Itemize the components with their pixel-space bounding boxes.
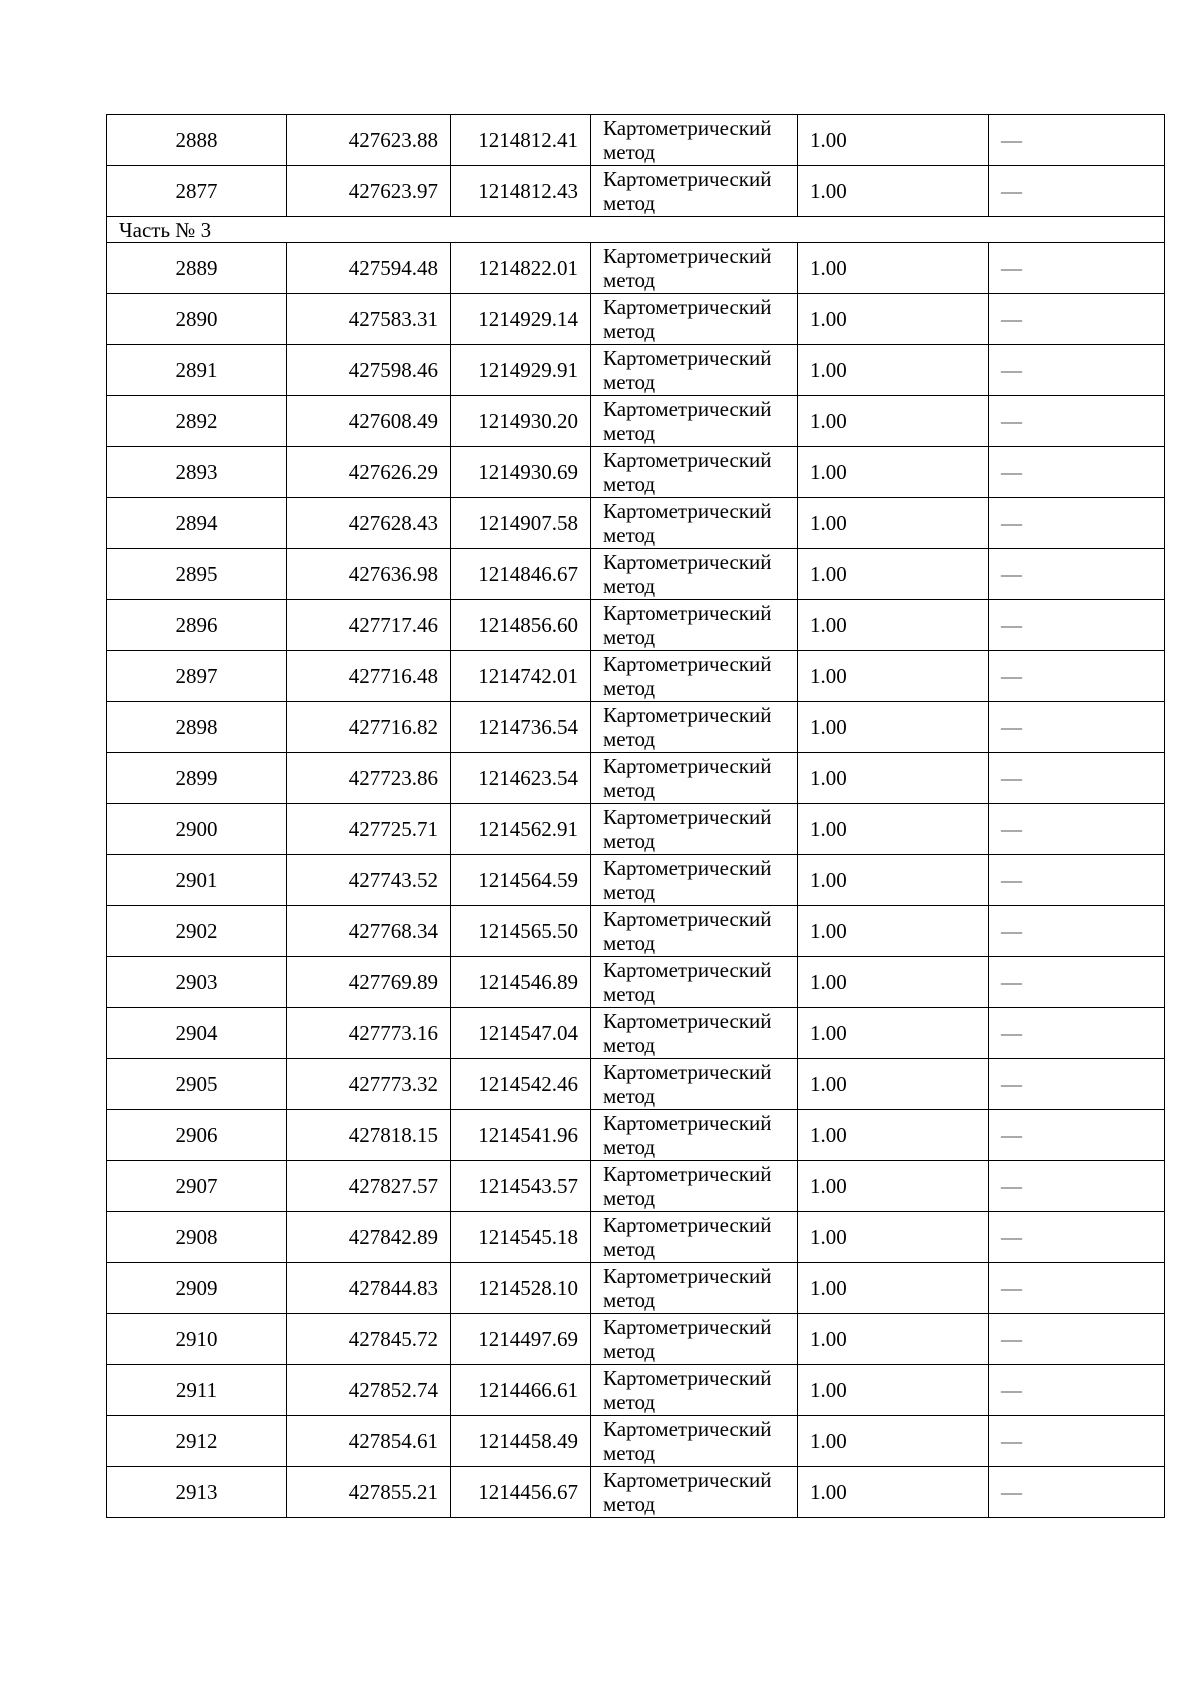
x-coordinate-cell: 427636.98 bbox=[287, 549, 451, 600]
y-coordinate-cell: 1214545.18 bbox=[451, 1212, 591, 1263]
description-cell bbox=[989, 166, 1165, 217]
x-coordinate-cell: 427768.34 bbox=[287, 906, 451, 957]
description-cell bbox=[989, 549, 1165, 600]
dash-mark: — bbox=[1001, 511, 1022, 535]
dash-mark: — bbox=[1001, 409, 1022, 433]
table-row bbox=[107, 1365, 1165, 1416]
method-cell bbox=[591, 345, 798, 396]
method-line-2: метод bbox=[603, 268, 656, 292]
description-cell bbox=[989, 1365, 1165, 1416]
x-coordinate-cell: 427628.43 bbox=[287, 498, 451, 549]
dash-mark: — bbox=[1001, 1072, 1022, 1096]
method-line-1: Картометрический bbox=[603, 244, 772, 268]
method-line-1: Картометрический bbox=[603, 1417, 772, 1441]
method-line-2: метод bbox=[603, 676, 656, 700]
x-coordinate-cell: 427626.29 bbox=[287, 447, 451, 498]
y-coordinate-cell: 1214742.01 bbox=[451, 651, 591, 702]
table-row bbox=[107, 115, 1165, 166]
y-coordinate-cell: 1214856.60 bbox=[451, 600, 591, 651]
method-line-1: Картометрический bbox=[603, 754, 772, 778]
method-line-2: метод bbox=[603, 523, 656, 547]
accuracy-cell: 1.00 bbox=[798, 1263, 989, 1314]
table-row bbox=[107, 600, 1165, 651]
accuracy-cell: 1.00 bbox=[798, 498, 989, 549]
accuracy-cell: 1.00 bbox=[798, 600, 989, 651]
accuracy-cell: 1.00 bbox=[798, 1008, 989, 1059]
method-line-2: метод bbox=[603, 727, 656, 751]
method-line-2: метод bbox=[603, 472, 656, 496]
method-line-1: Картометрический bbox=[603, 116, 772, 140]
method-line-2: метод bbox=[603, 1084, 656, 1108]
accuracy-cell: 1.00 bbox=[798, 115, 989, 166]
method-line-2: метод bbox=[603, 625, 656, 649]
y-coordinate-cell: 1214564.59 bbox=[451, 855, 591, 906]
description-cell bbox=[989, 396, 1165, 447]
method-cell bbox=[591, 396, 798, 447]
y-coordinate-cell: 1214822.01 bbox=[451, 243, 591, 294]
description-cell bbox=[989, 1110, 1165, 1161]
dash-mark: — bbox=[1001, 613, 1022, 637]
y-coordinate-cell: 1214542.46 bbox=[451, 1059, 591, 1110]
method-line-1: Картометрический bbox=[603, 1264, 772, 1288]
description-cell bbox=[989, 651, 1165, 702]
method-line-2: метод bbox=[603, 1237, 656, 1261]
method-line-2: метод bbox=[603, 191, 656, 215]
accuracy-cell: 1.00 bbox=[798, 651, 989, 702]
y-coordinate-cell: 1214456.67 bbox=[451, 1467, 591, 1518]
description-cell bbox=[989, 498, 1165, 549]
point-number-cell: 2904 bbox=[107, 1008, 287, 1059]
point-number-cell: 2898 bbox=[107, 702, 287, 753]
accuracy-cell: 1.00 bbox=[798, 1467, 989, 1518]
method-line-1: Картометрический bbox=[603, 1162, 772, 1186]
method-line-2: метод bbox=[603, 1492, 656, 1516]
y-coordinate-cell: 1214528.10 bbox=[451, 1263, 591, 1314]
y-coordinate-cell: 1214547.04 bbox=[451, 1008, 591, 1059]
x-coordinate-cell: 427583.31 bbox=[287, 294, 451, 345]
x-coordinate-cell: 427769.89 bbox=[287, 957, 451, 1008]
method-cell bbox=[591, 1263, 798, 1314]
method-cell bbox=[591, 702, 798, 753]
x-coordinate-cell: 427773.32 bbox=[287, 1059, 451, 1110]
accuracy-cell: 1.00 bbox=[798, 294, 989, 345]
method-cell bbox=[591, 1365, 798, 1416]
method-line-1: Картометрический bbox=[603, 295, 772, 319]
method-cell bbox=[591, 447, 798, 498]
x-coordinate-cell: 427855.21 bbox=[287, 1467, 451, 1518]
table-row bbox=[107, 396, 1165, 447]
point-number-cell: 2913 bbox=[107, 1467, 287, 1518]
x-coordinate-cell: 427842.89 bbox=[287, 1212, 451, 1263]
point-number-cell: 2907 bbox=[107, 1161, 287, 1212]
point-number-cell: 2894 bbox=[107, 498, 287, 549]
table-row bbox=[107, 1008, 1165, 1059]
y-coordinate-cell: 1214736.54 bbox=[451, 702, 591, 753]
description-cell bbox=[989, 1416, 1165, 1467]
x-coordinate-cell: 427716.82 bbox=[287, 702, 451, 753]
accuracy-cell: 1.00 bbox=[798, 345, 989, 396]
method-cell bbox=[591, 1008, 798, 1059]
y-coordinate-cell: 1214546.89 bbox=[451, 957, 591, 1008]
method-line-2: метод bbox=[603, 1033, 656, 1057]
dash-mark: — bbox=[1001, 868, 1022, 892]
dash-mark: — bbox=[1001, 1276, 1022, 1300]
dash-mark: — bbox=[1001, 1327, 1022, 1351]
point-number-cell: 2895 bbox=[107, 549, 287, 600]
method-line-1: Картометрический bbox=[603, 1213, 772, 1237]
description-cell bbox=[989, 906, 1165, 957]
method-cell bbox=[591, 294, 798, 345]
description-cell bbox=[989, 1008, 1165, 1059]
method-line-1: Картометрический bbox=[603, 1060, 772, 1084]
point-number-cell: 2891 bbox=[107, 345, 287, 396]
dash-mark: — bbox=[1001, 1429, 1022, 1453]
y-coordinate-cell: 1214466.61 bbox=[451, 1365, 591, 1416]
table-row bbox=[107, 804, 1165, 855]
table-row bbox=[107, 651, 1165, 702]
method-line-1: Картометрический bbox=[603, 550, 772, 574]
accuracy-cell: 1.00 bbox=[798, 702, 989, 753]
method-line-1: Картометрический bbox=[603, 1315, 772, 1339]
accuracy-cell: 1.00 bbox=[798, 753, 989, 804]
point-number-cell: 2912 bbox=[107, 1416, 287, 1467]
point-number-cell: 2911 bbox=[107, 1365, 287, 1416]
point-number-cell: 2900 bbox=[107, 804, 287, 855]
y-coordinate-cell: 1214929.14 bbox=[451, 294, 591, 345]
accuracy-cell: 1.00 bbox=[798, 1059, 989, 1110]
method-line-2: метод bbox=[603, 1135, 656, 1159]
point-number-cell: 2901 bbox=[107, 855, 287, 906]
description-cell bbox=[989, 1212, 1165, 1263]
method-cell bbox=[591, 1314, 798, 1365]
dash-mark: — bbox=[1001, 766, 1022, 790]
method-line-1: Картометрический bbox=[603, 805, 772, 829]
dash-mark: — bbox=[1001, 179, 1022, 203]
method-line-2: метод bbox=[603, 778, 656, 802]
method-line-1: Картометрический bbox=[603, 652, 772, 676]
dash-mark: — bbox=[1001, 460, 1022, 484]
point-number-cell: 2897 bbox=[107, 651, 287, 702]
section-row bbox=[107, 217, 1165, 243]
point-number-cell: 2899 bbox=[107, 753, 287, 804]
y-coordinate-cell: 1214907.58 bbox=[451, 498, 591, 549]
method-line-2: метод bbox=[603, 1441, 656, 1465]
x-coordinate-cell: 427717.46 bbox=[287, 600, 451, 651]
method-cell bbox=[591, 651, 798, 702]
table-row bbox=[107, 1212, 1165, 1263]
y-coordinate-cell: 1214930.69 bbox=[451, 447, 591, 498]
dash-mark: — bbox=[1001, 664, 1022, 688]
method-line-1: Картометрический bbox=[603, 1009, 772, 1033]
x-coordinate-cell: 427723.86 bbox=[287, 753, 451, 804]
accuracy-cell: 1.00 bbox=[798, 1212, 989, 1263]
method-cell bbox=[591, 753, 798, 804]
description-cell bbox=[989, 600, 1165, 651]
description-cell bbox=[989, 1467, 1165, 1518]
method-line-1: Картометрический bbox=[603, 601, 772, 625]
x-coordinate-cell: 427725.71 bbox=[287, 804, 451, 855]
method-cell bbox=[591, 906, 798, 957]
method-cell bbox=[591, 166, 798, 217]
method-line-1: Картометрический bbox=[603, 1111, 772, 1135]
method-line-2: метод bbox=[603, 880, 656, 904]
accuracy-cell: 1.00 bbox=[798, 396, 989, 447]
table-row bbox=[107, 345, 1165, 396]
method-line-1: Картометрический bbox=[603, 703, 772, 727]
x-coordinate-cell: 427743.52 bbox=[287, 855, 451, 906]
point-number-cell: 2892 bbox=[107, 396, 287, 447]
table-row bbox=[107, 243, 1165, 294]
accuracy-cell: 1.00 bbox=[798, 243, 989, 294]
point-number-cell: 2903 bbox=[107, 957, 287, 1008]
table-row bbox=[107, 1416, 1165, 1467]
x-coordinate-cell: 427598.46 bbox=[287, 345, 451, 396]
dash-mark: — bbox=[1001, 1021, 1022, 1045]
accuracy-cell: 1.00 bbox=[798, 549, 989, 600]
point-number-cell: 2902 bbox=[107, 906, 287, 957]
description-cell bbox=[989, 753, 1165, 804]
method-line-1: Картометрический bbox=[603, 397, 772, 421]
y-coordinate-cell: 1214623.54 bbox=[451, 753, 591, 804]
point-number-cell: 2905 bbox=[107, 1059, 287, 1110]
method-line-2: метод bbox=[603, 370, 656, 394]
description-cell bbox=[989, 702, 1165, 753]
method-line-2: метод bbox=[603, 1390, 656, 1414]
y-coordinate-cell: 1214458.49 bbox=[451, 1416, 591, 1467]
method-line-1: Картометрический bbox=[603, 958, 772, 982]
method-cell bbox=[591, 804, 798, 855]
method-cell bbox=[591, 1212, 798, 1263]
description-cell bbox=[989, 115, 1165, 166]
method-cell bbox=[591, 1161, 798, 1212]
method-line-1: Картометрический bbox=[603, 448, 772, 472]
method-cell bbox=[591, 498, 798, 549]
method-line-2: метод bbox=[603, 421, 656, 445]
table-row bbox=[107, 166, 1165, 217]
x-coordinate-cell: 427844.83 bbox=[287, 1263, 451, 1314]
x-coordinate-cell: 427623.97 bbox=[287, 166, 451, 217]
table-row bbox=[107, 1110, 1165, 1161]
table-row bbox=[107, 549, 1165, 600]
dash-mark: — bbox=[1001, 128, 1022, 152]
method-cell bbox=[591, 957, 798, 1008]
table-row bbox=[107, 1059, 1165, 1110]
dash-mark: — bbox=[1001, 1480, 1022, 1504]
y-coordinate-cell: 1214543.57 bbox=[451, 1161, 591, 1212]
table-row bbox=[107, 1467, 1165, 1518]
dash-mark: — bbox=[1001, 1225, 1022, 1249]
method-line-1: Картометрический bbox=[603, 1366, 772, 1390]
accuracy-cell: 1.00 bbox=[798, 855, 989, 906]
y-coordinate-cell: 1214929.91 bbox=[451, 345, 591, 396]
method-cell bbox=[591, 1059, 798, 1110]
table-row bbox=[107, 1263, 1165, 1314]
dash-mark: — bbox=[1001, 1123, 1022, 1147]
method-cell bbox=[591, 1467, 798, 1518]
method-cell bbox=[591, 1110, 798, 1161]
table-row bbox=[107, 447, 1165, 498]
method-cell bbox=[591, 243, 798, 294]
method-line-1: Картометрический bbox=[603, 1468, 772, 1492]
accuracy-cell: 1.00 bbox=[798, 447, 989, 498]
dash-mark: — bbox=[1001, 358, 1022, 382]
point-number-cell: 2888 bbox=[107, 115, 287, 166]
y-coordinate-cell: 1214812.43 bbox=[451, 166, 591, 217]
description-cell bbox=[989, 855, 1165, 906]
method-cell bbox=[591, 600, 798, 651]
y-coordinate-cell: 1214930.20 bbox=[451, 396, 591, 447]
method-cell bbox=[591, 549, 798, 600]
description-cell bbox=[989, 1314, 1165, 1365]
x-coordinate-cell: 427608.49 bbox=[287, 396, 451, 447]
point-number-cell: 2908 bbox=[107, 1212, 287, 1263]
point-number-cell: 2906 bbox=[107, 1110, 287, 1161]
table-row bbox=[107, 1161, 1165, 1212]
method-line-2: метод bbox=[603, 829, 656, 853]
y-coordinate-cell: 1214562.91 bbox=[451, 804, 591, 855]
point-number-cell: 2890 bbox=[107, 294, 287, 345]
accuracy-cell: 1.00 bbox=[798, 1314, 989, 1365]
method-line-2: метод bbox=[603, 1339, 656, 1363]
x-coordinate-cell: 427623.88 bbox=[287, 115, 451, 166]
method-line-2: метод bbox=[603, 319, 656, 343]
dash-mark: — bbox=[1001, 256, 1022, 280]
dash-mark: — bbox=[1001, 715, 1022, 739]
x-coordinate-cell: 427594.48 bbox=[287, 243, 451, 294]
accuracy-cell: 1.00 bbox=[798, 804, 989, 855]
method-line-1: Картометрический bbox=[603, 346, 772, 370]
point-number-cell: 2877 bbox=[107, 166, 287, 217]
description-cell bbox=[989, 447, 1165, 498]
x-coordinate-cell: 427773.16 bbox=[287, 1008, 451, 1059]
table-row bbox=[107, 855, 1165, 906]
method-line-1: Картометрический bbox=[603, 167, 772, 191]
description-cell bbox=[989, 804, 1165, 855]
method-cell bbox=[591, 855, 798, 906]
coordinates-table bbox=[106, 114, 1165, 1518]
y-coordinate-cell: 1214846.67 bbox=[451, 549, 591, 600]
accuracy-cell: 1.00 bbox=[798, 1365, 989, 1416]
method-cell bbox=[591, 115, 798, 166]
section-label: Часть № 3 bbox=[107, 217, 1165, 243]
method-line-2: метод bbox=[603, 1288, 656, 1312]
method-line-2: метод bbox=[603, 140, 656, 164]
point-number-cell: 2909 bbox=[107, 1263, 287, 1314]
description-cell bbox=[989, 1161, 1165, 1212]
x-coordinate-cell: 427716.48 bbox=[287, 651, 451, 702]
table-row bbox=[107, 957, 1165, 1008]
point-number-cell: 2896 bbox=[107, 600, 287, 651]
accuracy-cell: 1.00 bbox=[798, 906, 989, 957]
accuracy-cell: 1.00 bbox=[798, 1416, 989, 1467]
method-line-2: метод bbox=[603, 931, 656, 955]
y-coordinate-cell: 1214565.50 bbox=[451, 906, 591, 957]
dash-mark: — bbox=[1001, 919, 1022, 943]
description-cell bbox=[989, 1263, 1165, 1314]
table-row bbox=[107, 498, 1165, 549]
accuracy-cell: 1.00 bbox=[798, 166, 989, 217]
method-line-2: метод bbox=[603, 574, 656, 598]
dash-mark: — bbox=[1001, 817, 1022, 841]
table-row bbox=[107, 753, 1165, 804]
y-coordinate-cell: 1214497.69 bbox=[451, 1314, 591, 1365]
method-cell bbox=[591, 1416, 798, 1467]
dash-mark: — bbox=[1001, 970, 1022, 994]
method-line-2: метод bbox=[603, 1186, 656, 1210]
dash-mark: — bbox=[1001, 1378, 1022, 1402]
point-number-cell: 2893 bbox=[107, 447, 287, 498]
description-cell bbox=[989, 1059, 1165, 1110]
accuracy-cell: 1.00 bbox=[798, 1161, 989, 1212]
x-coordinate-cell: 427852.74 bbox=[287, 1365, 451, 1416]
point-number-cell: 2889 bbox=[107, 243, 287, 294]
table-row bbox=[107, 906, 1165, 957]
accuracy-cell: 1.00 bbox=[798, 1110, 989, 1161]
description-cell bbox=[989, 294, 1165, 345]
y-coordinate-cell: 1214541.96 bbox=[451, 1110, 591, 1161]
x-coordinate-cell: 427854.61 bbox=[287, 1416, 451, 1467]
accuracy-cell: 1.00 bbox=[798, 957, 989, 1008]
description-cell bbox=[989, 243, 1165, 294]
description-cell bbox=[989, 957, 1165, 1008]
dash-mark: — bbox=[1001, 562, 1022, 586]
method-line-1: Картометрический bbox=[603, 856, 772, 880]
table-row bbox=[107, 294, 1165, 345]
description-cell bbox=[989, 345, 1165, 396]
dash-mark: — bbox=[1001, 307, 1022, 331]
x-coordinate-cell: 427845.72 bbox=[287, 1314, 451, 1365]
method-line-2: метод bbox=[603, 982, 656, 1006]
coordinates-table-body bbox=[107, 115, 1165, 1518]
method-line-1: Картометрический bbox=[603, 499, 772, 523]
point-number-cell: 2910 bbox=[107, 1314, 287, 1365]
table-row bbox=[107, 702, 1165, 753]
y-coordinate-cell: 1214812.41 bbox=[451, 115, 591, 166]
x-coordinate-cell: 427818.15 bbox=[287, 1110, 451, 1161]
method-line-1: Картометрический bbox=[603, 907, 772, 931]
x-coordinate-cell: 427827.57 bbox=[287, 1161, 451, 1212]
dash-mark: — bbox=[1001, 1174, 1022, 1198]
table-row bbox=[107, 1314, 1165, 1365]
